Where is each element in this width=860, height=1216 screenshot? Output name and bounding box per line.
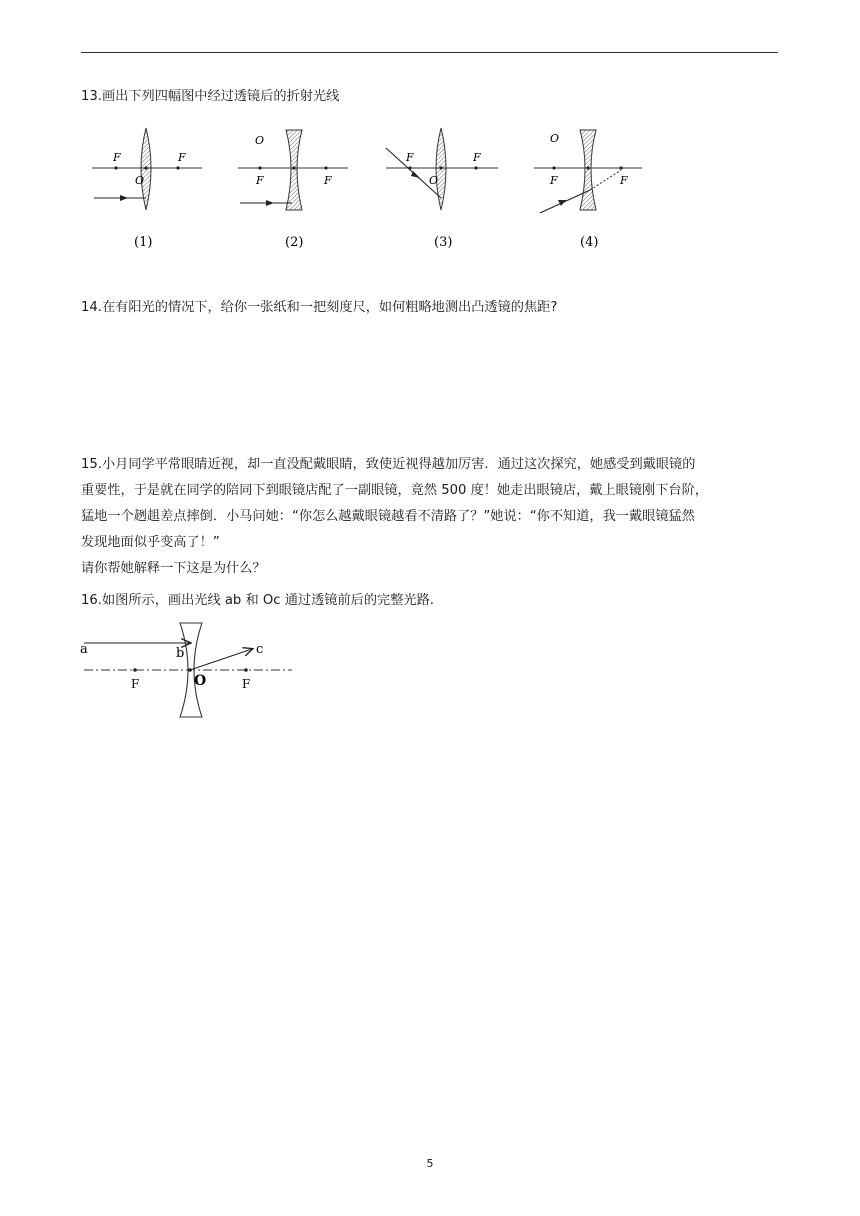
label-f-right: F [620,174,628,187]
label-o: O [255,134,265,147]
label-f-right: F [473,151,481,164]
figure-4 [534,130,642,250]
page-number: 5 [426,1157,434,1170]
extension-dashed [590,170,621,190]
figure-1 [92,128,202,250]
label-f-left: F [113,151,121,164]
question-16-figure [76,620,306,720]
question-16-text: 16.如图所示，画出光线 ab 和 Oc 通过透镜前后的完整光路. [81,593,434,608]
label-f-right: F [242,677,251,691]
q15-line-5: 请你帮她解释一下这是为什么？ [81,561,266,576]
label-f-left: F [550,174,558,187]
label-f-right: F [178,151,186,164]
label-o: O [135,174,145,187]
caption-3: (3) [434,235,453,250]
label-o: O [550,132,560,145]
question-13-text: 13.画出下列四幅图中经过透镜后的折射光线 [81,89,340,104]
label-o: O [194,673,207,689]
label-f-left: F [256,174,264,187]
question-13-figures [80,118,660,258]
q15-line-4: 发现地面似乎变高了！” [81,535,220,550]
ray-oc [190,649,252,670]
figure-2 [238,130,348,250]
q15-line-3: 猛地一个趔趄差点摔倒．小马问她：“你怎么越戴眼镜越看不清路了？”她说：“你不知道，我一戴眼镜猛然 [81,509,695,524]
q15-line-1: 15.小月同学平常眼睛近视，却一直没配戴眼睛，致使近视得越加厉害．通过这次探究，她感受到戴眼镜的 [81,457,696,472]
label-b: b [176,646,185,661]
question-15-text [81,452,781,582]
label-f-left: F [131,677,140,691]
header-rule [81,52,778,53]
label-c: c [256,642,264,657]
label-f-left: F [406,151,414,164]
question-14-text: 14.在有阳光的情况下，给你一张纸和一把刻度尺，如何粗略地测出凸透镜的焦距? [81,300,558,315]
label-f-right: F [324,174,332,187]
figure-3 [386,128,498,250]
label-o: O [429,174,439,187]
caption-2: (2) [285,235,304,250]
caption-1: (1) [134,235,153,250]
caption-4: (4) [580,235,599,250]
q15-line-2: 重要性，于是就在同学的陪同下到眼镜店配了一副眼镜，竟然 500 度！她走出眼镜店，戴上眼镜刚下台阶， [81,483,708,498]
concave-lens-icon [286,130,302,210]
concave-lens-icon [580,130,596,210]
label-a: a [80,642,88,657]
